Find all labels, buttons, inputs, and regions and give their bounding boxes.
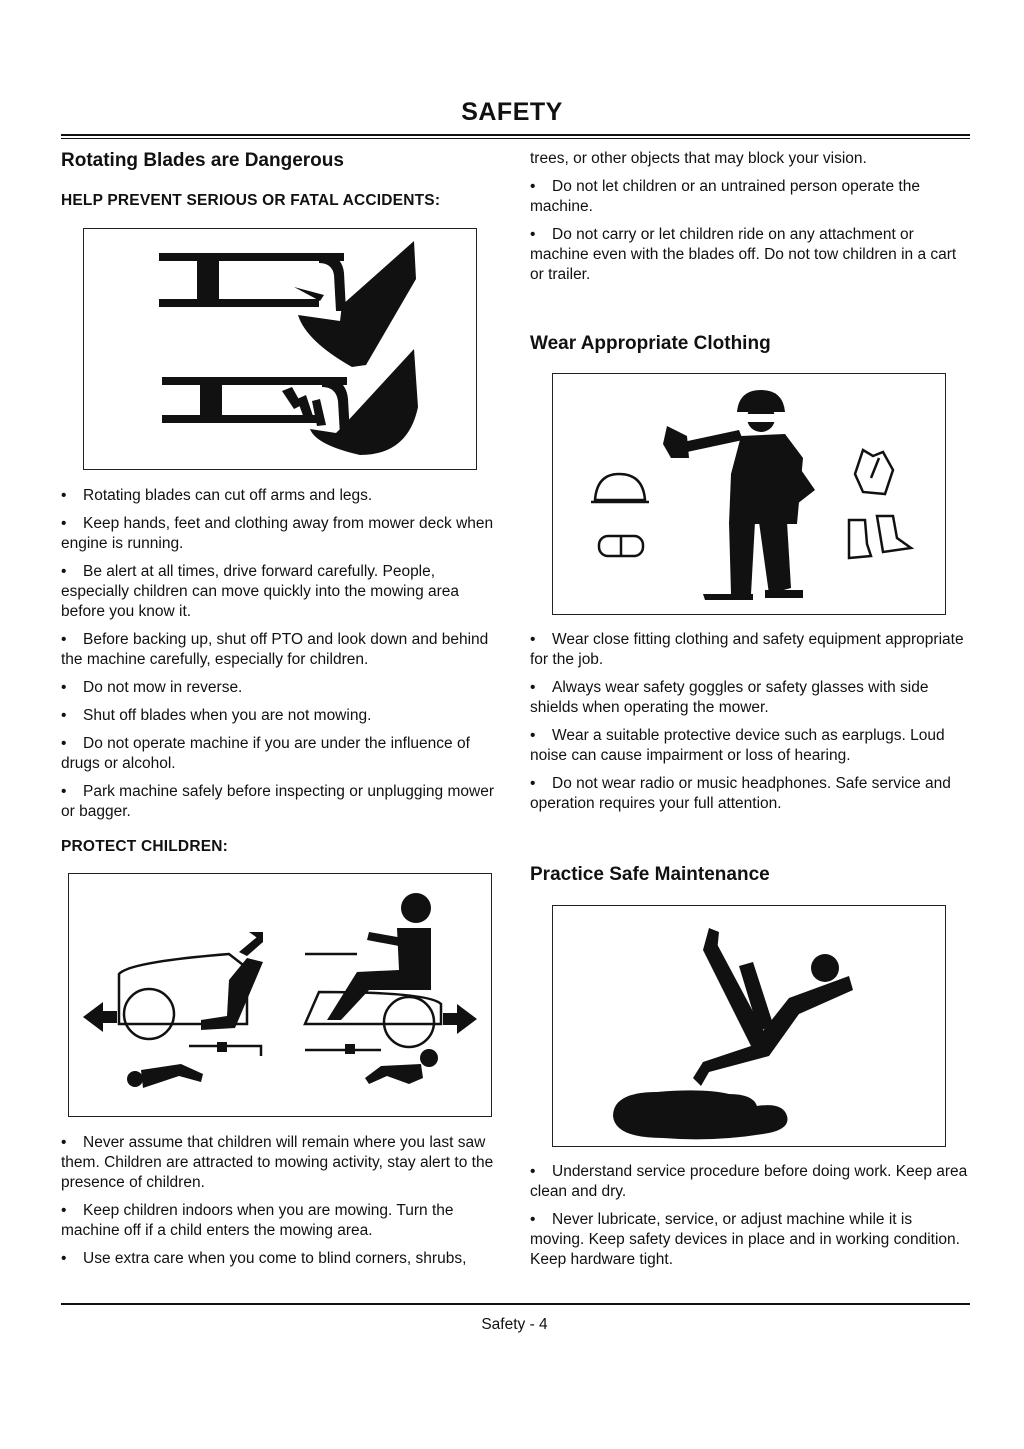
list-item: • Wear close fitting clothing and safety equipment appropriate for the job.: [530, 631, 964, 668]
children-mower-warning-icon: [69, 874, 491, 1116]
list-item: • Do not operate machine if you are under the influence of drugs or alcohol.: [61, 735, 470, 772]
list-item: • Use extra care when you come to blind corners, shrubs,: [61, 1250, 467, 1267]
section-heading-rotating-blades: Rotating Blades are Dangerous: [61, 150, 344, 171]
list-item: • Do not wear radio or music headphones. Safe service and operation requires your full attention.: [530, 775, 951, 812]
left-column: [61, 148, 498, 1277]
list-item: • Do not mow in reverse.: [61, 679, 243, 696]
blade-bullet-list: [61, 486, 498, 822]
page-footer: Safety - 4: [481, 1316, 548, 1333]
maintenance-figure: [552, 905, 946, 1147]
footer-rule: [61, 1303, 970, 1305]
list-item: • Keep children indoors when you are mowing. Turn the machine off if a child enters the mowing area.: [61, 1202, 454, 1239]
maintenance-bullet-list: [530, 1162, 970, 1270]
list-item: • Before backing up, shut off PTO and look down and behind the machine carefully, especially for children.: [61, 631, 489, 668]
slip-fall-warning-icon: [553, 906, 945, 1146]
header-rule-thin: [61, 138, 970, 139]
page-title: SAFETY: [461, 98, 563, 126]
list-item: • Always wear safety goggles or safety glasses with side shields when operating the mower.: [530, 679, 929, 716]
protective-clothing-icon: [553, 374, 945, 614]
list-item: • Do not carry or let children ride on any attachment or machine even with the blades off. Do not tow children in a cart or trailer.: [530, 226, 957, 283]
list-item: • Rotating blades can cut off arms and legs.: [61, 487, 373, 504]
blade-hand-warning-icon: [84, 229, 476, 469]
continued-text: trees, or other objects that may block your vision.: [530, 150, 867, 167]
list-item: • Understand service procedure before doing work. Keep area clean and dry.: [530, 1163, 968, 1200]
section-heading-maintenance: Practice Safe Maintenance: [530, 864, 770, 885]
list-item: • Never lubricate, service, or adjust machine while it is moving. Keep safety devices in place and in working condition. Keep hardware tight.: [530, 1211, 960, 1268]
list-item: • Be alert at all times, drive forward carefully. People, especially children can move quickly into the mowing area before you know it.: [61, 563, 460, 620]
list-item: • Shut off blades when you are not mowing.: [61, 707, 372, 724]
subheading-protect-children: PROTECT CHILDREN:: [61, 838, 229, 855]
list-item: • Do not let children or an untrained person operate the machine.: [530, 178, 920, 215]
header-rule: [61, 134, 970, 136]
list-item: • Keep hands, feet and clothing away from mower deck when engine is running.: [61, 515, 494, 552]
clothing-bullet-list: [530, 630, 970, 814]
list-item: • Never assume that children will remain where you last saw them. Children are attracted to mowing activity, stay alert to the presence of children.: [61, 1134, 494, 1191]
blade-warning-figure: [83, 228, 477, 470]
list-item: • Park machine safely before inspecting or unplugging mower or bagger.: [61, 783, 494, 820]
list-item: • Wear a suitable protective device such as earplugs. Loud noise can cause impairment or loss of hearing.: [530, 727, 945, 764]
clothing-figure: [552, 373, 946, 615]
children-warning-figure: [68, 873, 492, 1117]
section-heading-clothing: Wear Appropriate Clothing: [530, 333, 771, 354]
subheading-prevent-accidents: HELP PREVENT SERIOUS OR FATAL ACCIDENTS:: [61, 192, 441, 209]
children-bullet-list: [61, 1133, 498, 1269]
right-column: [530, 148, 970, 1278]
